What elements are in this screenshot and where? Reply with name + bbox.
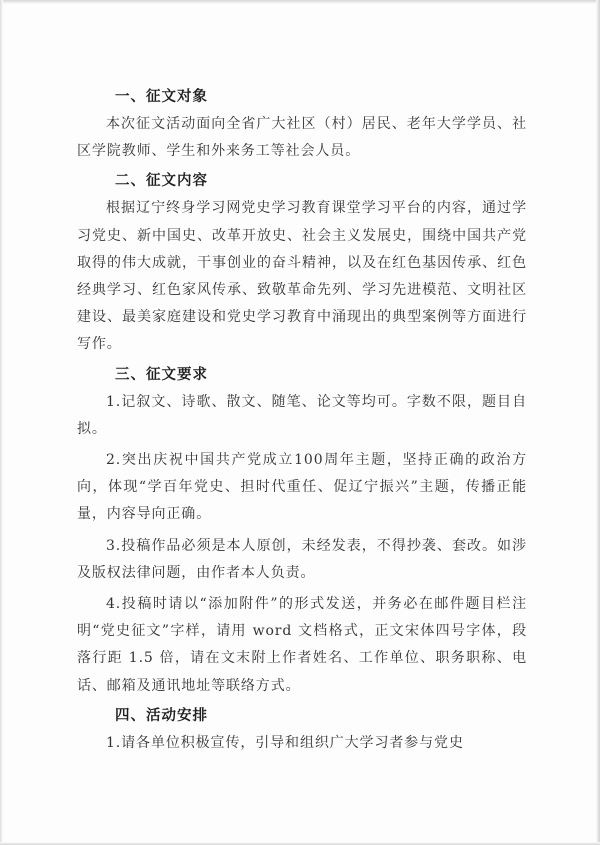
scan-edge-top (0, 0, 600, 4)
arrangement-item-1: 1.请各单位积极宣传，引导和组织广大学习者参与党史 (106, 734, 464, 751)
requirement-item-4: 4.投稿时请以“添加附件”的形式发送，并务必在邮件题目栏注明“党史征文”字样，请用 word 文档格式，正文宋体四号字体，段落行距 1.5 倍，请在文末附上作者姓名、工作单位、职务职称、电话、邮箱及通讯地址等联络方式。 (77, 596, 527, 694)
paragraph-recipients: 本次征文活动面向全省广大社区（村）居民、老年大学学员、社区学院教师、学生和外来务工等社会人员。 (77, 116, 527, 160)
document-body (77, 83, 527, 757)
requirement-item-3: 3.投稿作品必须是本人原创，未经发表，不得抄袭、套改。如涉及版权法律问题，由作者本人负责。 (77, 537, 527, 581)
section-heading-content: 二、征文内容 (115, 173, 208, 190)
paragraph-content: 根据辽宁终身学习网党史学习教育课堂学习平台的内容，通过学习党史、新中国史、改革开放史、社会主义发展史，围绕中国共产党取得的伟大成就，干事创业的奋斗精神，以及在红色基因传承、红色经典学习、红色家风传承、致敬革命先列、学习先进模范、文明社区建设、最美家庭建设和党史学习教育中涌现出的典型案例等方面进行写作。 (77, 200, 527, 353)
requirement-item-1: 1.记叙文、诗歌、散文、随笔、论文等均可。字数不限，题目自拟。 (77, 393, 527, 437)
scan-edge-right (596, 0, 600, 845)
section-heading-requirements: 三、征文要求 (115, 366, 208, 383)
section-heading-recipients: 一、征文对象 (115, 89, 208, 105)
scan-edge-left (0, 0, 3, 845)
section-heading-arrangement: 四、活动安排 (115, 707, 208, 724)
requirement-item-2: 2.突出庆祝中国共产党成立100周年主题，坚持正确的政治方向，体现“学百年党史、担时代重任、促辽宁振兴”主题，传播正能量，内容导向正确。 (77, 452, 527, 523)
